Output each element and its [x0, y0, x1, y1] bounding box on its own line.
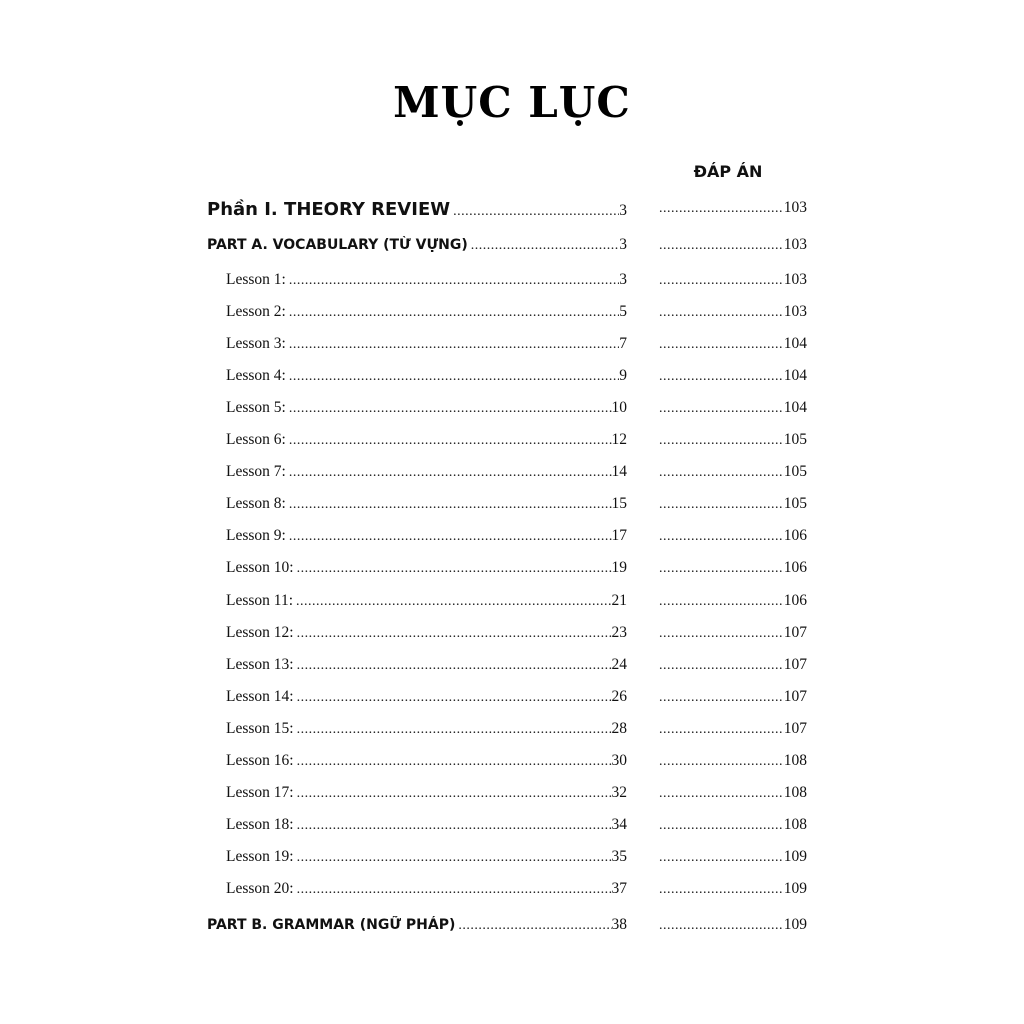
toc-entry[interactable] [0, 199, 1024, 223]
page-title: MỤC LỤC [393, 78, 631, 127]
toc-entry-answer [659, 720, 807, 746]
dot-leader [659, 850, 784, 866]
toc-entry[interactable] [0, 367, 1024, 391]
dot-leader [289, 433, 612, 449]
dot-leader [659, 369, 784, 385]
toc-entry-answer [659, 367, 807, 393]
entry-label: Lesson 2: [226, 303, 286, 321]
toc-entry-main [207, 199, 627, 225]
toc-entry[interactable] [0, 916, 1024, 940]
dot-leader [659, 337, 784, 353]
toc-entry-main [226, 752, 627, 778]
answer-page-number: 103 [783, 236, 807, 253]
entry-label: Lesson 18: [226, 815, 294, 833]
dot-leader [659, 658, 784, 674]
page-number: 26 [611, 687, 627, 705]
entry-label: Lesson 11: [226, 591, 294, 609]
page-number: 12 [611, 431, 627, 449]
page-number: 3 [619, 202, 627, 219]
toc-entry-main [226, 431, 627, 457]
dot-leader [659, 497, 784, 513]
toc-entry-main [207, 236, 627, 262]
answer-page-number: 106 [783, 591, 807, 609]
dot-leader [289, 465, 612, 481]
toc-entry-answer [659, 399, 807, 425]
page-number: 28 [611, 719, 627, 737]
dot-leader [297, 626, 612, 642]
dot-leader [289, 337, 619, 353]
toc-entry-main [226, 624, 627, 650]
entry-label: Lesson 20: [226, 879, 294, 897]
answer-page-number: 105 [783, 495, 807, 513]
toc-entry[interactable] [0, 624, 1024, 648]
dot-leader [289, 273, 619, 289]
dot-leader [471, 238, 620, 254]
dot-leader [659, 818, 784, 834]
page-number: 17 [611, 527, 627, 545]
dot-leader [659, 690, 784, 706]
dot-leader [289, 529, 612, 545]
entry-label: Lesson 5: [226, 399, 286, 417]
entry-label: Lesson 1: [226, 271, 286, 288]
answer-page-number: 108 [783, 815, 807, 833]
dot-leader [297, 722, 612, 738]
toc-entry[interactable] [0, 495, 1024, 519]
page-number: 15 [611, 495, 627, 513]
entry-label: Lesson 17: [226, 783, 294, 801]
dot-leader [297, 658, 612, 674]
answer-page-number: 109 [783, 847, 807, 865]
toc-entry[interactable] [0, 720, 1024, 744]
toc-entry-main [226, 848, 627, 874]
answer-page-number: 105 [783, 431, 807, 449]
dot-leader [297, 754, 612, 770]
entry-label: Lesson 10: [226, 559, 294, 577]
toc-entry-main [226, 656, 627, 682]
page-number: 35 [611, 847, 627, 865]
toc-entry-main [226, 303, 627, 329]
dot-leader [659, 594, 784, 610]
toc-entry[interactable] [0, 271, 1024, 295]
dot-leader [458, 918, 611, 934]
toc-entry-answer [659, 303, 807, 329]
entry-label: Lesson 12: [226, 623, 294, 641]
dot-leader [659, 238, 784, 254]
entry-label: Lesson 4: [226, 367, 286, 385]
entry-label: Lesson 14: [226, 687, 294, 705]
dot-leader [297, 690, 612, 706]
dot-leader [659, 433, 784, 449]
answer-column-header: ĐÁP ÁN [693, 162, 763, 181]
toc-entry-answer [659, 592, 807, 618]
entry-label: Lesson 8: [226, 495, 286, 513]
page-number: 3 [619, 236, 627, 253]
page-number: 34 [611, 815, 627, 833]
toc-entry-main [226, 271, 627, 297]
page-number: 5 [619, 303, 627, 321]
toc-entry-answer [659, 752, 807, 778]
toc-entry-main [226, 367, 627, 393]
entry-label: Lesson 19: [226, 847, 294, 865]
page-number: 21 [611, 591, 627, 609]
answer-page-number: 109 [783, 916, 807, 933]
toc-entry-answer [659, 463, 807, 489]
toc-entry[interactable] [0, 784, 1024, 808]
page-number: 19 [611, 559, 627, 577]
toc-entry-answer [659, 271, 807, 297]
toc-entry-main [226, 399, 627, 425]
toc-entry-main [226, 495, 627, 521]
dot-leader [289, 305, 619, 321]
toc-entry-main [226, 559, 627, 585]
toc-entry-answer [659, 527, 807, 553]
dot-leader [297, 786, 612, 802]
dot-leader [659, 465, 784, 481]
toc-entry[interactable] [0, 463, 1024, 487]
page-number: 24 [611, 655, 627, 673]
page-number: 38 [611, 916, 627, 933]
page-number: 10 [611, 399, 627, 417]
toc-entry[interactable] [0, 399, 1024, 423]
page-number: 23 [611, 623, 627, 641]
dot-leader [659, 529, 784, 545]
toc-entry-main [226, 688, 627, 714]
toc-entry-answer [659, 236, 807, 262]
answer-page-number: 107 [783, 623, 807, 641]
entry-label: Lesson 13: [226, 655, 294, 673]
toc-entry-main [226, 880, 627, 906]
dot-leader [659, 273, 784, 289]
dot-leader [297, 850, 612, 866]
dot-leader [659, 918, 784, 934]
toc-entry[interactable] [0, 688, 1024, 712]
toc-entry-answer [659, 688, 807, 714]
toc-entry-answer [659, 495, 807, 521]
toc-entry-main [226, 335, 627, 361]
entry-label: Lesson 9: [226, 527, 286, 545]
dot-leader [289, 401, 612, 417]
answer-page-number: 103 [783, 303, 807, 321]
toc-entry-answer [659, 880, 807, 906]
toc-entry-answer [659, 199, 807, 225]
toc-entry-main [226, 784, 627, 810]
entry-label: Lesson 16: [226, 751, 294, 769]
dot-leader [289, 369, 619, 385]
entry-label: Lesson 3: [226, 335, 286, 353]
answer-page-number: 104 [783, 335, 807, 353]
toc-entry-main [226, 816, 627, 842]
answer-page-number: 103 [783, 199, 807, 216]
answer-page-number: 108 [783, 751, 807, 769]
dot-leader [659, 786, 784, 802]
toc-entry[interactable] [0, 816, 1024, 840]
answer-page-number: 105 [783, 463, 807, 481]
answer-page-number: 103 [783, 271, 807, 288]
answer-page-number: 107 [783, 719, 807, 737]
dot-leader [659, 561, 784, 577]
page-number: 30 [611, 751, 627, 769]
dot-leader [453, 204, 619, 220]
page-number: 9 [619, 367, 627, 385]
dot-leader [659, 754, 784, 770]
dot-leader [659, 722, 784, 738]
toc-entry-answer [659, 431, 807, 457]
toc-entry[interactable] [0, 527, 1024, 551]
toc-entry[interactable] [0, 592, 1024, 616]
dot-leader [659, 401, 784, 417]
toc-entry-answer [659, 916, 807, 942]
toc-entry[interactable] [0, 236, 1024, 260]
dot-leader [297, 882, 612, 898]
entry-label: Lesson 6: [226, 431, 286, 449]
dot-leader [297, 561, 612, 577]
answer-page-number: 107 [783, 687, 807, 705]
entry-label: PART A. VOCABULARY (TỪ VỰNG) [207, 237, 468, 253]
toc-entry-answer [659, 816, 807, 842]
dot-leader [297, 818, 612, 834]
page-number: 14 [611, 463, 627, 481]
toc-entry-answer [659, 784, 807, 810]
toc-entry-main [226, 527, 627, 553]
toc-entry-answer [659, 559, 807, 585]
toc-entry-main [226, 720, 627, 746]
dot-leader [659, 201, 784, 217]
toc-entry-main [226, 463, 627, 489]
answer-page-number: 104 [783, 367, 807, 385]
dot-leader [659, 626, 784, 642]
page-number: 3 [619, 271, 627, 288]
dot-leader [296, 594, 611, 610]
toc-entry[interactable] [0, 848, 1024, 872]
dot-leader [659, 882, 784, 898]
toc-entry[interactable] [0, 431, 1024, 455]
toc-entry-answer [659, 848, 807, 874]
answer-page-number: 106 [783, 559, 807, 577]
toc-entry[interactable] [0, 303, 1024, 327]
toc-entry[interactable] [0, 880, 1024, 904]
page-number: 32 [611, 783, 627, 801]
toc-entry[interactable] [0, 752, 1024, 776]
toc-entry[interactable] [0, 335, 1024, 359]
answer-page-number: 104 [783, 399, 807, 417]
entry-label: PART B. GRAMMAR (NGỮ PHÁP) [207, 917, 456, 933]
page-number: 37 [611, 879, 627, 897]
entry-label: Phần I. THEORY REVIEW [207, 199, 451, 220]
toc-entry-answer [659, 335, 807, 361]
toc-entry-main [207, 916, 627, 942]
dot-leader [659, 305, 784, 321]
answer-page-number: 107 [783, 655, 807, 673]
answer-page-number: 106 [783, 527, 807, 545]
toc-entry-answer [659, 624, 807, 650]
toc-entry-main [226, 592, 627, 618]
page-number: 7 [619, 335, 627, 353]
toc-entry[interactable] [0, 559, 1024, 583]
dot-leader [289, 497, 612, 513]
toc-entry-answer [659, 656, 807, 682]
toc-entry[interactable] [0, 656, 1024, 680]
answer-page-number: 109 [783, 879, 807, 897]
entry-label: Lesson 15: [226, 719, 294, 737]
answer-page-number: 108 [783, 783, 807, 801]
entry-label: Lesson 7: [226, 463, 286, 481]
